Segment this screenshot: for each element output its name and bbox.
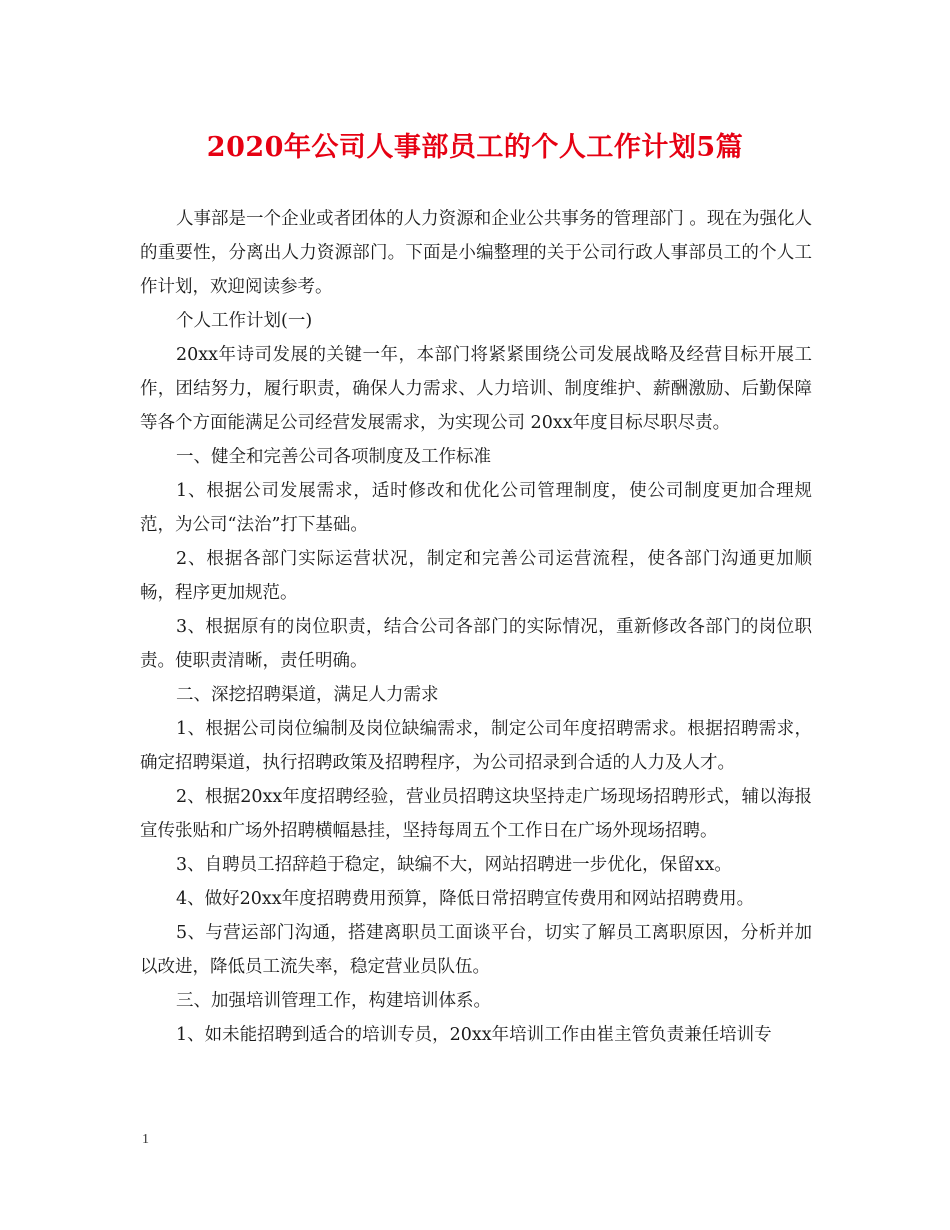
paragraph: 2、根据20xx年度招聘经验，营业员招聘这块坚持走广场现场招聘形式，辅以海报宣传张贴和广场外招聘横幅悬挂，坚持每周五个工作日在广场外现场招聘。: [140, 787, 812, 841]
paragraph: 4、做好20xx年度招聘费用预算，降低日常招聘宣传费用和网站招聘费用。: [176, 889, 755, 909]
paragraph: 3、根据原有的岗位职责，结合公司各部门的实际情况，重新修改各部门的岗位职责。使职责清晰，责任明确。: [140, 617, 812, 671]
paragraph: 1、如未能招聘到适合的培训专员，20xx年培训工作由崔主管负责兼任培训专: [176, 1025, 772, 1045]
document-body: [140, 202, 812, 1052]
paragraph: 1、根据公司发展需求，适时修改和优化公司管理制度，使公司制度更加合理规范，为公司“法治”打下基础。: [140, 481, 812, 535]
paragraph-heading: 二、深挖招聘渠道，满足人力需求: [176, 685, 439, 705]
paragraph-intro: 人事部是一个企业或者团体的人力资源和企业公共事务的管理部门 。现在为强化人的重要性，分离出人力资源部门。下面是小编整理的关于公司行政人事部员工的个人工作计划，欢迎阅读参考。: [140, 209, 812, 297]
paragraph: 2、根据各部门实际运营状况，制定和完善公司运营流程，使各部门沟通更加顺畅，程序更加规范。: [140, 549, 812, 603]
paragraph-heading: 三、加强培训管理工作，构建培训体系。: [176, 991, 491, 1011]
paragraph: 3、自聘员工招辞趋于稳定，缺编不大，网站招聘进一步优化，保留xx。: [176, 855, 732, 875]
paragraph: 5、与营运部门沟通，搭建离职员工面谈平台，切实了解员工离职原因，分析并加以改进，降低员工流失率，稳定营业员队伍。: [140, 923, 812, 977]
page-number: 1: [142, 1132, 149, 1147]
paragraph-section-heading: 个人工作计划(一): [176, 311, 313, 331]
paragraph: 1、根据公司岗位编制及岗位缺编需求，制定公司年度招聘需求。根据招聘需求，确定招聘渠道，执行招聘政策及招聘程序，为公司招录到合适的人力及人才。: [140, 719, 812, 773]
paragraph-heading: 一、健全和完善公司各项制度及工作标准: [176, 447, 491, 467]
document-title: 2020年公司人事部员工的个人工作计划5篇: [206, 132, 744, 163]
paragraph: 20xx年诗司发展的关键一年，本部门将紧紧围绕公司发展战略及经营目标开展工作，团结努力，履行职责，确保人力需求、人力培训、制度维护、薪酬激励、后勤保障等各个方面能满足公司经营发展需求，为实现公司 20xx年度目标尽职尽责。: [140, 345, 812, 433]
